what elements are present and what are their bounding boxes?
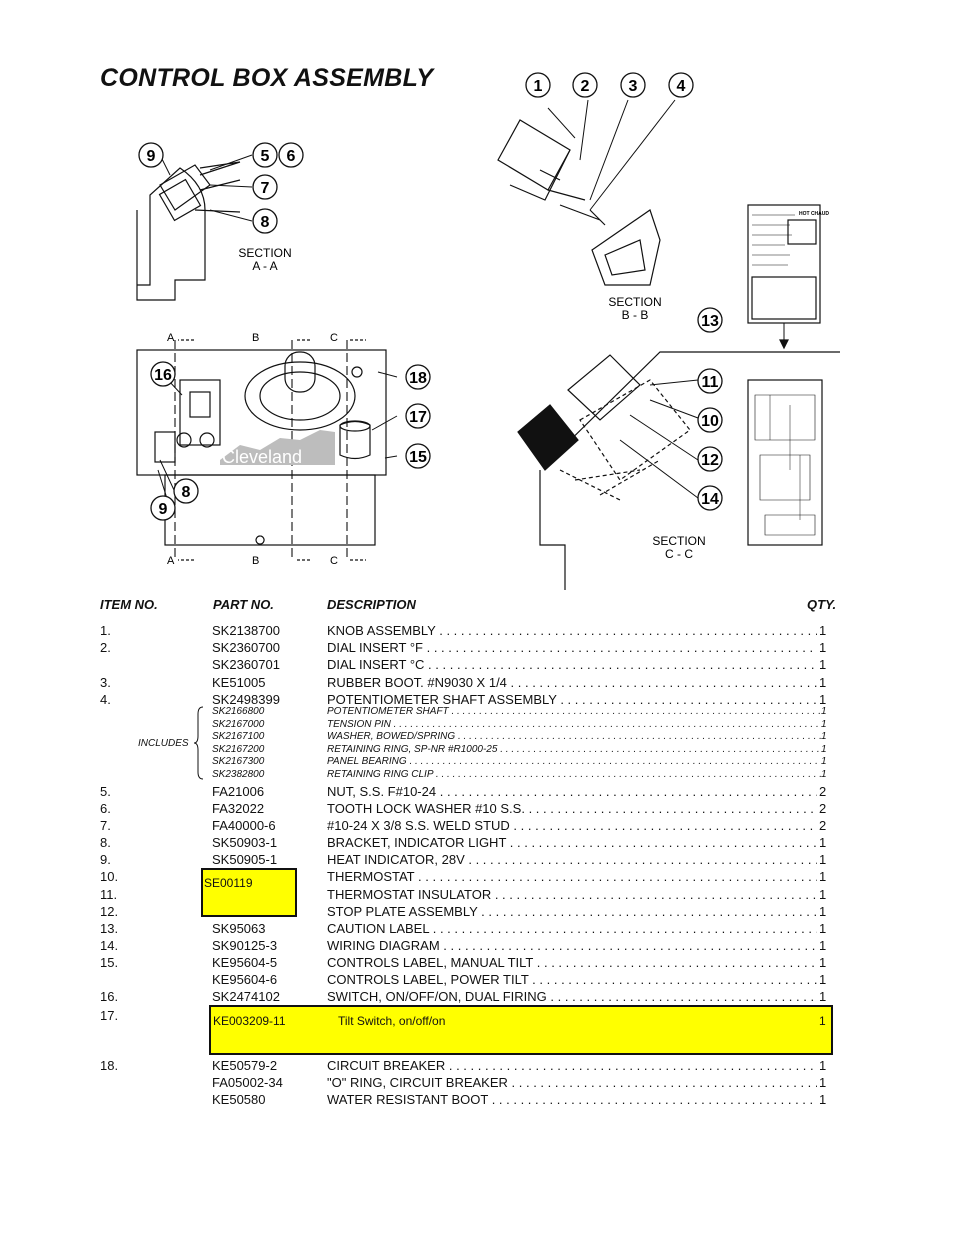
cell-item: 8. — [100, 835, 111, 850]
cell-part: SK50903-1 — [212, 835, 278, 850]
cell-qty: 2 — [819, 801, 827, 816]
cell-qty: 1 — [819, 1058, 827, 1073]
callout-number: 6 — [286, 148, 296, 165]
cell-part: SK2167200 — [212, 744, 265, 755]
cell-item: 18. — [100, 1058, 119, 1073]
callout-number: 2 — [580, 78, 590, 95]
cell-item: 9. — [100, 852, 111, 867]
cell-item: 7. — [100, 818, 111, 833]
cell-part: SK2360701 — [212, 657, 280, 672]
header-qty: QTY. — [807, 597, 837, 612]
cell-item: 3. — [100, 675, 111, 690]
callout-number: 15 — [409, 449, 427, 466]
cell-part: FA21006 — [212, 784, 265, 799]
cell-qty: 1 — [821, 706, 827, 717]
cell-qty: 1 — [819, 887, 827, 902]
cell-part: SK2167100 — [212, 731, 265, 742]
cell-description: Tilt Switch, on/off/on — [338, 1014, 446, 1028]
callout-number: 14 — [701, 491, 719, 508]
cell-qty: 1 — [819, 1075, 827, 1090]
cell-item: 2. — [100, 640, 111, 655]
callout-number: 8 — [260, 214, 270, 231]
highlight-part-thermostat: SE00119 — [204, 876, 253, 890]
section-mark-c-bottom: C — [330, 555, 338, 567]
cell-qty: 1 — [819, 972, 827, 987]
cell-item: 10. — [100, 869, 119, 884]
cell-qty: 1 — [819, 640, 827, 655]
cell-qty: 1 — [819, 955, 827, 970]
cell-qty: 1 — [821, 769, 827, 780]
cell-qty: 1 — [819, 989, 827, 1004]
cell-qty: 2 — [819, 784, 827, 799]
cell-part: SK2498399 — [212, 692, 280, 707]
cell-part: KE50580 — [212, 1092, 266, 1107]
callout-number: 1 — [533, 78, 543, 95]
cell-item: 17. — [100, 1008, 119, 1023]
section-bb-drawing — [498, 100, 675, 285]
cell-qty: 1 — [819, 835, 827, 850]
callout-number: 7 — [260, 180, 270, 197]
cell-item: 12. — [100, 904, 119, 919]
cell-part: KE50579-2 — [212, 1058, 278, 1073]
cell-part: KE95604-5 — [212, 955, 278, 970]
section-mark-a-bottom: A — [167, 555, 175, 567]
cell-description: DIAL INSERT °F . . . — [327, 640, 817, 655]
cell-description: DIAL INSERT °C . . . — [327, 657, 817, 672]
cell-description: SWITCH, ON/OFF/ON, DUAL FIRING . . . — [327, 989, 817, 1004]
cell-qty: 1 — [819, 692, 827, 707]
header-item-no: ITEM NO. — [100, 597, 158, 612]
cell-description: BRACKET, INDICATOR LIGHT . . . — [327, 835, 817, 850]
section-cc-label-2: C - C — [665, 547, 693, 561]
cell-part: KE003209-11 — [213, 1014, 286, 1028]
callout-number: 9 — [146, 148, 156, 165]
callout-number: 9 — [158, 501, 168, 518]
cell-description: PANEL BEARING . . . — [327, 756, 821, 768]
callout-number: 5 — [260, 148, 270, 165]
caution-label-text: HOT CHAUD — [799, 211, 829, 217]
callout-number: 8 — [181, 484, 191, 501]
cell-item: 11. — [100, 887, 118, 902]
caution-label-drawing — [748, 205, 820, 323]
cell-description: STOP PLATE ASSEMBLY . . . — [327, 904, 817, 919]
header-part-no: PART NO. — [213, 597, 274, 612]
cell-description: WASHER, BOWED/SPRING . . . — [327, 731, 821, 743]
cell-qty: 1 — [821, 719, 827, 730]
section-mark-c-top: C — [330, 332, 338, 344]
cell-item: 13. — [100, 921, 119, 936]
cell-description: NUT, S.S. F#10-24 . . . — [327, 784, 817, 799]
callout-number: 13 — [701, 313, 719, 330]
section-cc-label-1: SECTION — [652, 534, 706, 548]
cell-description: TOOTH LOCK WASHER #10 S.S. . . . — [327, 801, 817, 816]
section-bb-label-2: B - B — [621, 308, 649, 322]
callout-number: 16 — [154, 367, 172, 384]
cell-description: KNOB ASSEMBLY . . . — [327, 623, 817, 638]
includes-label: INCLUDES — [138, 738, 189, 749]
cell-description: THERMOSTAT . . . — [327, 869, 817, 884]
cell-description: WIRING DIAGRAM . . . — [327, 938, 817, 953]
cell-part: SK2474102 — [212, 989, 280, 1004]
callout-number: 4 — [676, 78, 686, 95]
cell-qty: 1 — [821, 756, 827, 767]
cell-description: WATER RESISTANT BOOT . . . — [327, 1092, 817, 1107]
cell-qty: 1 — [819, 657, 827, 672]
cell-qty: 1 — [819, 904, 827, 919]
callout-number: 10 — [701, 413, 719, 430]
cell-part: SK2167300 — [212, 756, 265, 767]
cell-description: #10-24 X 3/8 S.S. WELD STUD . . . — [327, 818, 817, 833]
cell-description: RETAINING RING CLIP . . . — [327, 769, 821, 781]
cell-description: THERMOSTAT INSULATOR . . . — [327, 887, 817, 902]
cell-qty: 1 — [819, 852, 827, 867]
cell-description: TENSION PIN . . . — [327, 719, 821, 731]
cell-description: CAUTION LABEL . . . — [327, 921, 817, 936]
cell-part: SK2167000 — [212, 719, 265, 730]
wiring-diagram-drawing — [748, 380, 822, 545]
cell-qty: 1 — [819, 623, 827, 638]
callout-number: 11 — [701, 374, 719, 391]
cell-part: SK95063 — [212, 921, 266, 936]
cell-part: SK90125-3 — [212, 938, 278, 953]
cell-description: HEAT INDICATOR, 28V . . . — [327, 852, 817, 867]
cell-qty: 1 — [821, 744, 827, 755]
section-aa-label-1: SECTION — [238, 246, 292, 260]
control-box-diagram — [0, 0, 954, 590]
callout-number: 3 — [628, 78, 638, 95]
section-mark-b-bottom: B — [252, 555, 260, 567]
cell-description: RETAINING RING, SP-NR #R1000-25 . . . — [327, 744, 821, 756]
cell-description: POTENTIOMETER SHAFT ASSEMBLY . . . — [327, 692, 817, 707]
callout-number: 18 — [409, 370, 427, 387]
page-title: CONTROL BOX ASSEMBLY — [100, 64, 434, 92]
section-mark-a-top: A — [167, 332, 175, 344]
cell-item: 5. — [100, 784, 111, 799]
cell-description: CONTROLS LABEL, MANUAL TILT . . . — [327, 955, 817, 970]
cell-item: 15. — [100, 955, 119, 970]
cell-qty: 1 — [819, 938, 827, 953]
cell-qty: 1 — [819, 1092, 827, 1107]
cell-item: 6. — [100, 801, 111, 816]
cell-item: 16. — [100, 989, 119, 1004]
cell-qty: 1 — [819, 921, 827, 936]
section-bb-label-1: SECTION — [608, 295, 662, 309]
section-aa-drawing — [137, 162, 240, 300]
cell-description: "O" RING, CIRCUIT BREAKER . . . — [327, 1075, 817, 1090]
section-mark-b-top: B — [252, 332, 260, 344]
cell-item: 1. — [100, 623, 111, 638]
cell-part: FA40000-6 — [212, 818, 276, 833]
cell-part: SK2138700 — [212, 623, 280, 638]
cell-qty: 1 — [819, 675, 827, 690]
cell-qty: 2 — [819, 818, 827, 833]
callout-number: 17 — [409, 409, 427, 426]
cell-description: CIRCUIT BREAKER . . . — [327, 1058, 817, 1073]
cell-part: KE51005 — [212, 675, 266, 690]
cell-part: KE95604-6 — [212, 972, 278, 987]
cell-qty: 1 — [819, 869, 827, 884]
brand-logo: Cleveland — [222, 447, 303, 467]
cell-description: RUBBER BOOT. #N9030 X 1/4 . . . — [327, 675, 817, 690]
highlight-box-tilt-switch — [209, 1005, 833, 1055]
cell-description: CONTROLS LABEL, POWER TILT . . . — [327, 972, 817, 987]
section-aa-label-2: A - A — [252, 259, 278, 273]
cell-description: POTENTIOMETER SHAFT . . . — [327, 706, 821, 718]
includes-brace — [194, 706, 204, 780]
cell-qty: 1 — [819, 1014, 826, 1028]
cell-part: FA32022 — [212, 801, 265, 816]
callout-number: 12 — [701, 452, 719, 469]
cell-part: FA05002-34 — [212, 1075, 283, 1090]
header-description: DESCRIPTION — [327, 597, 416, 612]
cell-item: 14. — [100, 938, 119, 953]
cell-part: SK2360700 — [212, 640, 280, 655]
cell-qty: 1 — [821, 731, 827, 742]
cell-part: SK2382800 — [212, 769, 265, 780]
cell-item: 4. — [100, 692, 111, 707]
cell-part: SK2166800 — [212, 706, 265, 717]
cell-part: SK50905-1 — [212, 852, 278, 867]
